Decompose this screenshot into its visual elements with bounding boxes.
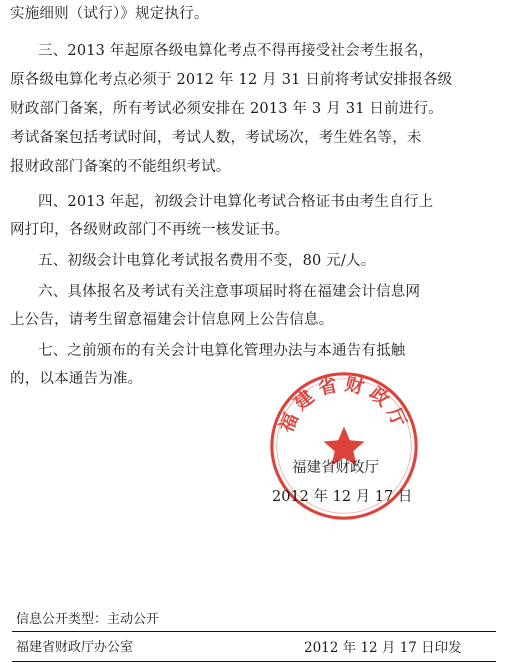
text-line: 报财政部门备案的不能组织考试。 xyxy=(10,159,231,175)
footer-rule-bottom xyxy=(12,661,496,662)
text-line: 实施细则（试行）》规定执行。 xyxy=(10,6,209,22)
disclosure-type: 信息公开类型：主动公开 xyxy=(16,612,160,627)
text-line: 六、具体报名及考试有关注意事项届时将在福建会计信息网 xyxy=(38,284,421,300)
issue-date: 2012 年 12 月 17 日 xyxy=(272,489,413,505)
text-line: 七、之前颁布的有关会计电算化管理办法与本通告有抵触 xyxy=(38,343,406,359)
text-line: 原各级电算化考点必须于 2012 年 12 月 31 日前将考试安排报各级 xyxy=(10,72,453,88)
footer-print-date: 2012 年 12 月 17 日印发 xyxy=(304,640,462,656)
footer-rule-top xyxy=(12,631,496,632)
text-line: 四、2013 年起，初级会计电算化考试合格证书由考生自行上 xyxy=(38,194,434,210)
text-line: 的，以本通告为准。 xyxy=(10,371,143,387)
footer-office: 福建省财政厅办公室 xyxy=(16,640,134,655)
seal-text: 福建省财政厅 xyxy=(276,373,412,436)
text-line: 财政部门备案，所有考试必须安排在 2013 年 3 月 31 日前进行。 xyxy=(10,101,443,117)
text-line: 考试备案包括考试时间，考试人数，考试场次，考生姓名等，未 xyxy=(10,130,422,146)
text-line: 三、2013 年起原各级电算化考点不得再接受社会考生报名， xyxy=(38,43,434,59)
issuer-name: 福建省财政厅 xyxy=(292,460,379,476)
text-line: 五、初级会计电算化考试报名费用不变，80 元/人。 xyxy=(38,253,376,269)
svg-text:福建省财政厅 xyxy=(276,373,412,436)
text-line: 网打印，各级财政部门不再统一核发证书。 xyxy=(10,222,290,238)
text-line: 上公告，请考生留意福建会计信息网上公告信息。 xyxy=(10,312,334,328)
